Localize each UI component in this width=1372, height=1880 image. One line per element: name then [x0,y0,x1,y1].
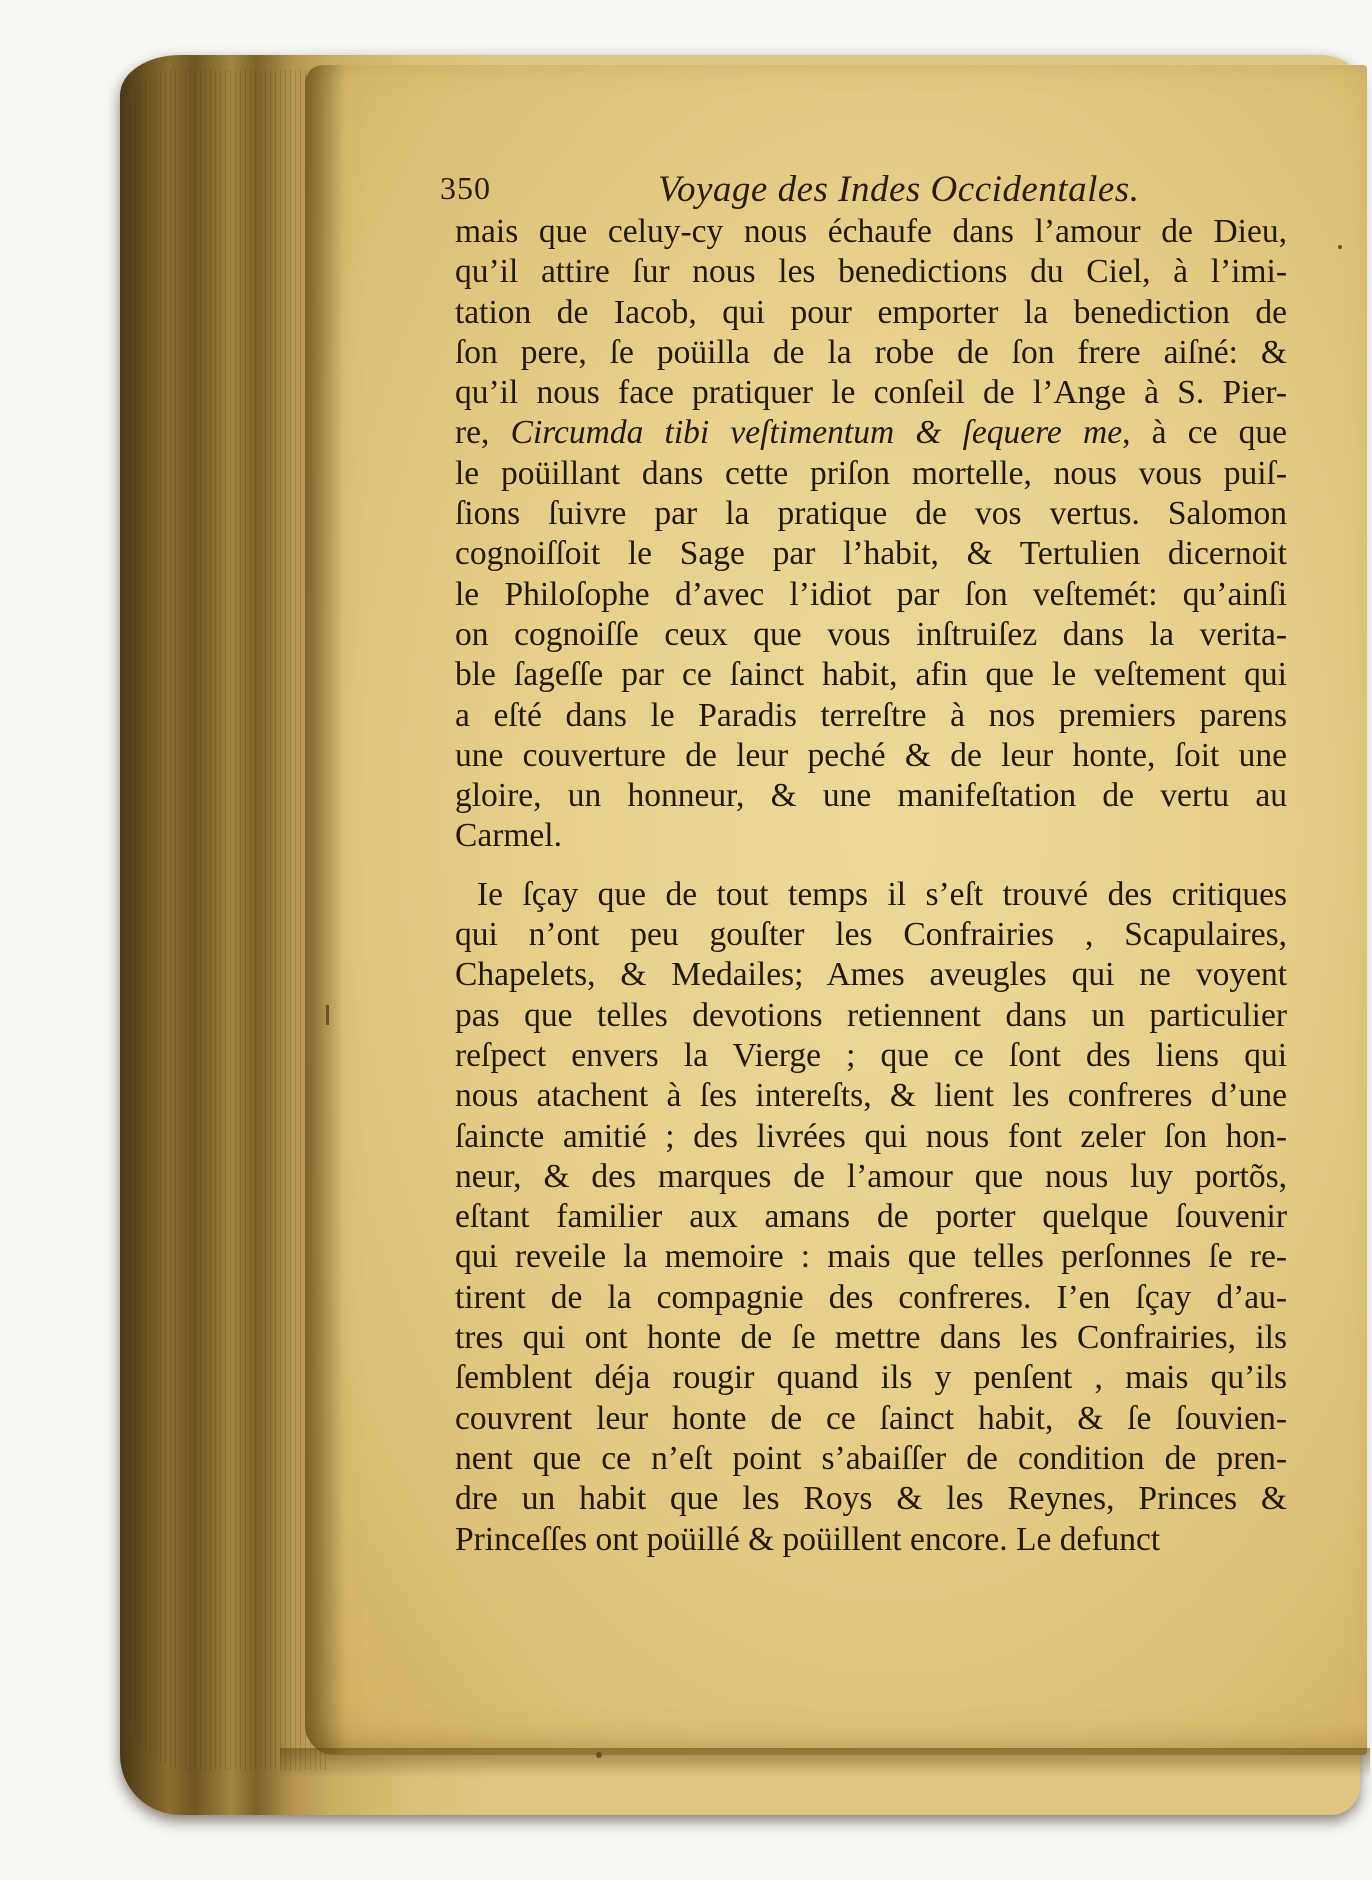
page-gutter-shadow [305,65,345,1755]
text-line: Princeſſes ont poüillé & poüillent encore. Le defunct [455,1520,1161,1558]
page-edges [130,70,330,1770]
text-line: le Philoſophe d’avec l’idiot par ſon veſtemét: qu’ainſi [455,575,1287,613]
text-line: reſpect envers la Vierge ; que ce ſont des liens qui [455,1036,1287,1074]
text-line: couvrent leur honte de ce ſainct habit, & ſe ſouvien- [455,1399,1287,1437]
paragraph [455,875,1287,1560]
page-blemish [326,1005,329,1025]
text-line: Chapelets, & Medailes; Ames aveugles qui ne voyent [455,956,1287,994]
text-line: gloire, un honneur, & une manifeſtation de vertu au [455,777,1287,815]
text-line: ſon pere, ſe poüilla de la robe de ſon frere aiſné: & [455,333,1287,371]
text-line: cognoiſſoit le Sage par l’habit, & Tertulien dicernoit [455,535,1287,573]
text-line: tirent de la compagnie des confreres. I’en ſçay d’au- [455,1278,1287,1316]
latin-quotation: Circumda tibi veſtimentum & ſequere me [510,414,1123,452]
running-title: Voyage des Indes Occidentales. [658,169,1140,210]
text-line: qu’il nous face pratiquer le conſeil de l’Ange à S. Pier- [455,374,1287,412]
text-line: pas que telles devotions retiennent dans un particulier [455,996,1287,1034]
text-line: qu’il attire ſur nous les benedictions du Ciel, à l’imi- [455,253,1287,291]
text-line: le poüillant dans cette priſon mortelle, nous vous puiſ- [455,454,1287,492]
text-line: ſions ſuivre par la pratique de vos vertus. Salomon [455,495,1287,533]
text-line: eſtant familier aux amans de porter quelque ſouvenir [455,1198,1287,1236]
text-line: nous atachent à ſes intereſts, & lient les confreres d’une [455,1077,1287,1115]
running-head [440,162,1270,212]
text-line: tres qui ont honte de ſe mettre dans les Confrairies, ils [455,1319,1287,1357]
page-number: 350 [440,170,491,206]
text-line: ble ſageſſe par ce ſainct habit, afin que le veſtement qui [455,656,1287,694]
text-line: Ie ſçay que de tout temps il s’eſt trouvé des critiques [477,875,1287,913]
page-blemish [1338,245,1342,249]
text-line: ſaincte amitié ; des livrées qui nous font zeler ſon hon- [455,1117,1287,1155]
text-line: qui reveile la memoire : mais que telles perſonnes ſe re- [455,1238,1287,1276]
page-blemish [596,1752,602,1758]
text-line: une couverture de leur peché & de leur honte, ſoit une [455,736,1287,774]
text-line: a eſté dans le Paradis terreſtre à nos premiers parens [455,696,1287,734]
text-line: Carmel. [455,817,562,855]
text-line: ſemblent déja rougir quand ils y penſent , mais qu’ils [455,1359,1287,1397]
text-line: mais que celuy-cy nous échaufe dans l’amour de Dieu, [455,213,1287,250]
text-block [455,212,1287,1560]
text-line: qui n’ont peu gouſter les Confrairies , Scapulaires, [455,916,1287,954]
text-line: nent que ce n’eſt point s’abaiſſer de condition de pren- [455,1439,1287,1477]
text-line: dre un habit que les Roys & les Reynes, Princes & [455,1480,1287,1518]
paragraph-gap [455,857,1287,875]
text-line: neur, & des marques de l’amour que nous luy portõs, [455,1157,1287,1195]
text-line: tation de Iacob, qui pour emporter la benediction de [455,293,1287,331]
text-line: on cognoiſſe ceux que vous inſtruiſez dans la verita- [455,615,1287,653]
text-line: re, Circumda tibi veſtimentum & ſequere me, à ce que [455,414,1287,452]
page-bottom-shadow [280,1748,1370,1778]
paragraph [455,212,1287,857]
